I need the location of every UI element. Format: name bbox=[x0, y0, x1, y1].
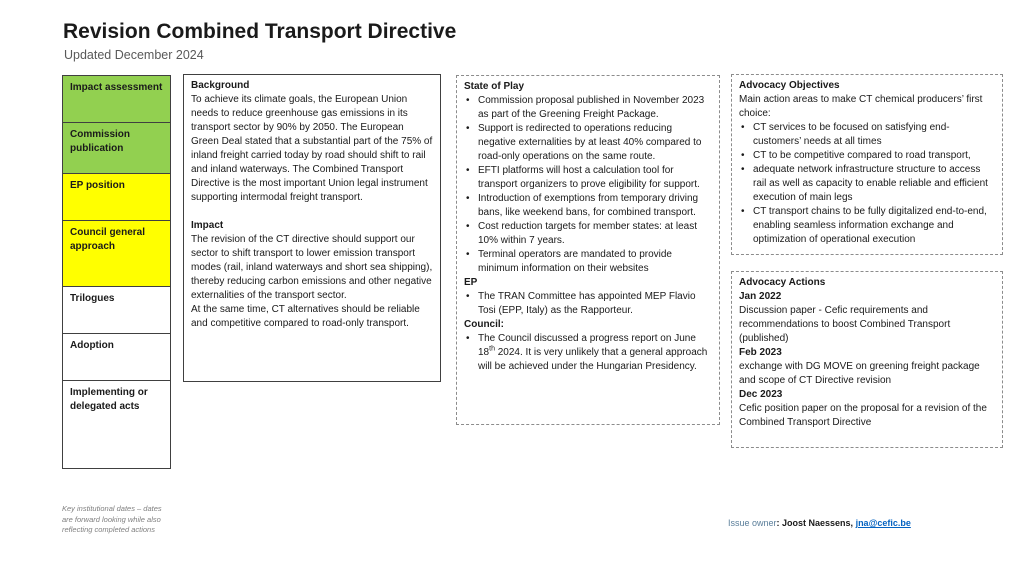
stage-ep-position: EP position bbox=[63, 174, 170, 221]
background-heading: Background bbox=[191, 80, 250, 91]
advocacy-objectives-intro: Main action areas to make CT chemical producers’ first choice: bbox=[739, 94, 983, 119]
list-item: • Terminal operators are mandated to provide minimum information on their websites bbox=[464, 248, 712, 276]
action-date: Jan 2022 bbox=[739, 291, 782, 302]
list-item bbox=[464, 332, 712, 374]
impact-text-1: The revision of the CT directive should support our sector to shift transport to lower emission transport modes (rail, inland waterways and short sea shipping), thereby reducing carbon emissions and other negative externalities of the transport sector. bbox=[191, 234, 433, 301]
page-subtitle: Updated December 2024 bbox=[64, 48, 204, 62]
action-date: Feb 2023 bbox=[739, 347, 782, 358]
stage-implementing-acts: Implementing or delegated acts bbox=[63, 381, 170, 468]
stage-commission-publication: Commission publication bbox=[63, 123, 170, 174]
state-of-play-list bbox=[464, 94, 712, 276]
list-item: • CT transport chains to be fully digitalized end-to-end, enabling seamless information exchange and optimization of operational execution bbox=[739, 205, 995, 247]
list-item: • Commission proposal published in November 2023 as part of the Greening Freight Package. bbox=[464, 94, 712, 122]
advocacy-objectives-box bbox=[731, 74, 1003, 255]
council-text-end: 2024. It is very unlikely that a general approach will be achieved under the Hungarian Presidency. bbox=[478, 347, 708, 372]
impact-heading: Impact bbox=[191, 220, 224, 231]
state-of-play-heading: State of Play bbox=[464, 81, 525, 92]
footnote: Key institutional dates – dates are forward looking while also reflecting completed actions bbox=[62, 504, 162, 534]
list-item: • CT to be competitive compared to road transport, bbox=[739, 149, 995, 163]
advocacy-objectives-heading: Advocacy Objectives bbox=[739, 80, 840, 91]
stage-adoption: Adoption bbox=[63, 334, 170, 381]
issue-owner-label: Issue owner bbox=[728, 518, 777, 528]
action-text: Cefic position paper on the proposal for a revision of the Combined Transport Directive bbox=[739, 403, 987, 428]
background-text: To achieve its climate goals, the European Union needs to reduce greenhouse gas emissions in its transport sector by 90% by 2050. The European Green Deal stated that a substantial part of the 75% of inland freight carried today by road should shift to rail and inland waterways. The Combined Transport Directive is the most important Union legal instrument supporting intermodal freight transport. bbox=[191, 94, 433, 203]
action-date: Dec 2023 bbox=[739, 389, 783, 400]
council-ordinal: th bbox=[489, 345, 495, 353]
process-stages bbox=[62, 75, 171, 469]
council-text-start: The Council discussed a progress report on June 18 bbox=[478, 333, 696, 358]
list-item: • adequate network infrastructure structure to access rail as well as capacity to enable reliable and efficient execution of main legs bbox=[739, 163, 995, 205]
impact-text-2: At the same time, CT alternatives should be reliable and competitive compared to road-only transport. bbox=[191, 304, 420, 329]
list-item: • CT services to be focused on satisfying end-customers’ needs at all times bbox=[739, 121, 995, 149]
action-text: exchange with DG MOVE on greening freight package and scope of CT Directive revision bbox=[739, 361, 980, 386]
issue-owner-name: : Joost Naessens, bbox=[776, 518, 856, 528]
ep-list bbox=[464, 290, 712, 318]
advocacy-actions-box bbox=[731, 271, 1003, 448]
background-impact-box bbox=[183, 74, 441, 382]
action-text: Discussion paper - Cefic requirements and recommendations to boost Combined Transport (published) bbox=[739, 305, 951, 344]
advocacy-actions-heading: Advocacy Actions bbox=[739, 277, 826, 288]
issue-owner-email-link[interactable]: jna@cefic.be bbox=[855, 518, 911, 528]
council-heading: Council: bbox=[464, 319, 504, 330]
list-item: • The TRAN Committee has appointed MEP Flavio Tosi (EPP, Italy) as the Rapporteur. bbox=[464, 290, 712, 318]
list-item: • Introduction of exemptions from temporary driving bans, like weekend bans, for combined transport. bbox=[464, 192, 712, 220]
page-title: Revision Combined Transport Directive bbox=[63, 20, 457, 43]
advocacy-objectives-list bbox=[739, 121, 995, 247]
list-item: • Support is redirected to operations reducing negative externalities by at least 40% compared to road-only operations on the same route. bbox=[464, 122, 712, 164]
state-of-play-box bbox=[456, 75, 720, 425]
stage-council-general-approach: Council general approach bbox=[63, 221, 170, 287]
issue-owner bbox=[728, 518, 911, 528]
list-item: • EFTI platforms will host a calculation tool for transport organizers to prove eligibility for support. bbox=[464, 164, 712, 192]
ep-heading: EP bbox=[464, 277, 478, 288]
list-item: • Cost reduction targets for member states: at least 10% within 7 years. bbox=[464, 220, 712, 248]
stage-trilogues: Trilogues bbox=[63, 287, 170, 334]
stage-impact-assessment: Impact assessment bbox=[63, 76, 170, 123]
council-list bbox=[464, 332, 712, 374]
